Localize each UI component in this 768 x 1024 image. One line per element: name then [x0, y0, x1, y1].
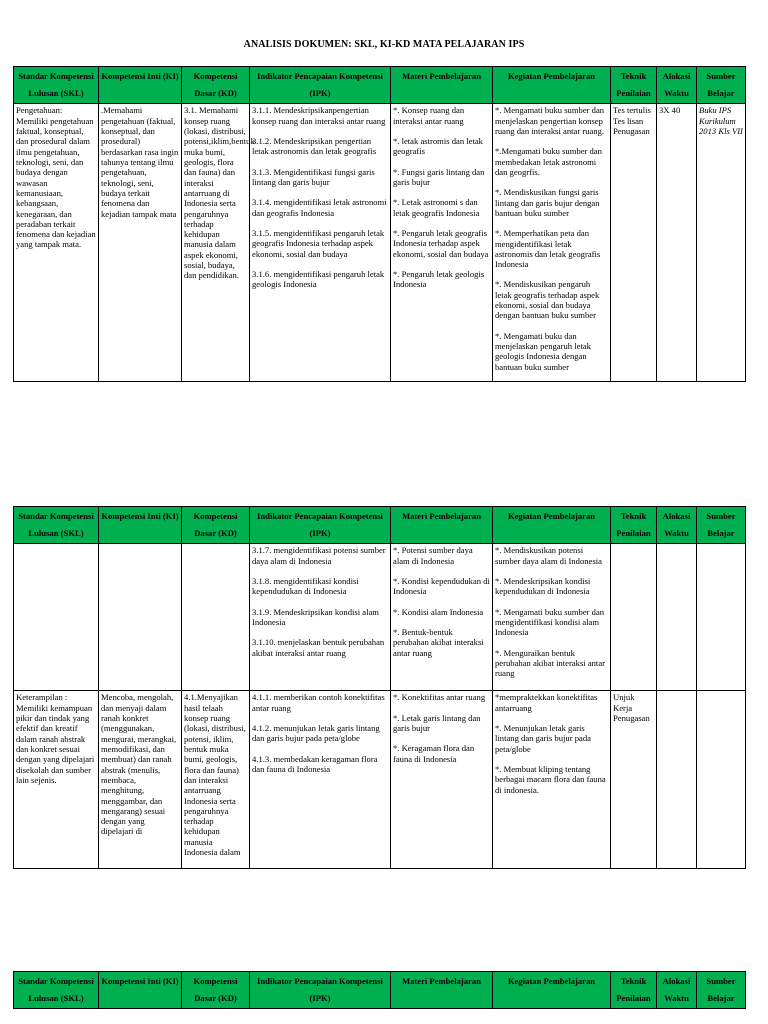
alokasi-cell — [657, 691, 697, 869]
ipk-item: 3.1.8. mengidentifikasi kondisi kependudukan di Indonesia — [252, 576, 359, 597]
teknik-cell: Tes tertulis Tes lisan Penugasan — [611, 104, 657, 382]
kegiatan-cell — [493, 104, 611, 382]
kegiatan-item: *mempraktekkan konektifitas antarruang — [495, 692, 598, 713]
materi-item: *. Keragaman flora dan fauna di Indonesia — [393, 743, 475, 764]
analysis-table-3 — [13, 971, 746, 1009]
kegiatan-cell — [493, 691, 611, 869]
ki-cell — [99, 544, 182, 691]
header-materi: Materi Pembelajaran — [391, 67, 493, 104]
document-title: ANALISIS DOKUMEN: SKL, KI-KD MATA PELAJARAN IPS — [243, 39, 525, 50]
header-ki: Kompetensi Inti (KI) — [99, 972, 182, 1009]
ipk-item: 3.1.4. mengidentifikasi letak astronomi dan geografis Indonesia — [252, 197, 387, 218]
header-row — [14, 972, 746, 1009]
ipk-cell — [250, 104, 391, 382]
ipk-item: 3.1.3. Mengidentifikasi fungsi garis lintang dan garis bujur — [252, 166, 375, 187]
materi-item: *. Konektifitas antar ruang — [393, 692, 486, 703]
header-skl: Standar Kompetensi Lulusan (SKL) — [14, 67, 99, 104]
materi-cell — [391, 691, 493, 869]
skl-cell: Pengetahuan: Memiliki pengetahuan faktual, konseptual, dan prosedural dalam ilmu pengetahuan, teknologi, seni, dan budaya dengan wawasan kemanusiaan, kebangsaan, kenegaraan, dan peradaban terkait fenomena dan kejadian yang tampak mata. — [14, 104, 99, 382]
header-alokasi: Alokasi Waktu — [657, 507, 697, 544]
ipk-item: 4.1.3. membedakan keragaman flora dan fauna di Indonesia — [252, 753, 378, 774]
materi-item: *. Pengaruh letak geografis Indonesia terhadap aspek ekonomi, sosial dan budaya — [393, 227, 489, 259]
header-ipk: Indikator Pencapaian Kompetensi (IPK) — [250, 972, 391, 1009]
kegiatan-item: *. Mengamati buku sumber dan mengidentifikasi kondisi alam Indonesia — [495, 606, 605, 638]
kegiatan-item: *. Mendiskusikan potensi sumber daya alam di Indonesia — [495, 545, 602, 566]
teknik-cell: Unjuk Kerja Penugasan — [611, 691, 657, 869]
ipk-item: 3.1.2. Mendeskripsikan pengertian letak astronomis dan letak geografis — [252, 136, 377, 157]
kegiatan-item: *. Mengamati buku dan menjelaskan pengaruh letak geologis Indonesia dengan bantuan buku sumber — [495, 330, 591, 372]
header-ipk: Indikator Pencapaian Kompetensi (IPK) — [250, 507, 391, 544]
materi-item: *. Bentuk-bentuk perubahan akibat interaksi antar ruang — [393, 626, 484, 658]
skl-cell: Keterampilan : Memiliki kemampuan pikir dan tindak yang efektif dan kreatif dalam ranah abstrak dan konkret sesuai dengan yang dipelajari disekolah dan sumber lain sejenis. — [14, 691, 99, 869]
header-kegiatan: Kegiatan Pembelajaran — [493, 67, 611, 104]
header-kegiatan: Kegiatan Pembelajaran — [493, 507, 611, 544]
header-ipk: Indikator Pencapaian Kompetensi (IPK) — [250, 67, 391, 104]
header-alokasi: Alokasi Waktu — [657, 67, 697, 104]
header-ki: Kompetensi Inti (KI) — [99, 507, 182, 544]
kd-cell: 4.1.Menyajikan hasil telaah konsep ruang (lokasi, distribusi, potensi, iklim, bentuk muka bumi, geologis, flora dan fauna) dan interaksi antarruang Indonesia serta pengaruhnya terhadap kehidupan manusia Indonesia dalam — [182, 691, 250, 869]
header-teknik: Teknik Penilaian — [611, 67, 657, 104]
sumber-cell — [697, 691, 746, 869]
analysis-table-1 — [13, 66, 746, 382]
ipk-item: 3.1.7. mengidentifikasi potensi sumber daya alam di Indonesia — [252, 545, 386, 566]
table-row — [14, 691, 746, 869]
kegiatan-item: *. Memperhatikan peta dan mengidentifikasi letak astronomis dan letak geografis Indonesia — [495, 228, 601, 270]
header-row — [14, 507, 746, 544]
kegiatan-item: *. Membuat kliping tentang berbagai macam flora dan fauna di indonesia. — [495, 763, 606, 795]
header-row — [14, 67, 746, 104]
ipk-item: 3.1.1. Mendeskripsikanpengertian konsep ruang dan interaksi antar ruang — [252, 105, 386, 126]
ipk-cell — [250, 544, 391, 691]
header-sumber: Sumber Belajar — [697, 972, 746, 1009]
header-skl: Standar Kompetensi Lulusan (SKL) — [14, 507, 99, 544]
kegiatan-item: *. Mengamati buku sumber dan menjelaskan pengertian konsep ruang dan interaksi antar ruang. — [495, 105, 605, 136]
materi-item: *. letak astromis dan letak geografis — [393, 136, 483, 157]
header-kd: Kompetensi Dasar (KD) — [182, 972, 250, 1009]
ipk-item: 4.1.1. memberikan contoh konektifitas antar ruang — [252, 692, 385, 713]
ipk-item: 4.1.2. menunjukan letak garis lintang dan garis bujur pada peta/globe — [252, 723, 380, 744]
ipk-cell — [250, 691, 391, 869]
materi-item: *. Kondisi kependudukan di Indonesia — [393, 576, 490, 597]
table-row — [14, 104, 746, 382]
sumber-cell: Buku IPS Kurikulum 2013 Kls VII — [697, 104, 746, 382]
kd-cell: 3.1. Memahami konsep ruang (lokasi, distribusi, potensi,iklim,bentuk muka bumi, geologis, flora dan fauna) dan interaksi antarruang di Indonesia serta pengaruhnya terhadap kehidupan manusia dalam aspek ekonomi, sosial, budaya, dan pendidikan. — [182, 104, 250, 382]
kegiatan-cell — [493, 544, 611, 691]
header-alokasi: Alokasi Waktu — [657, 972, 697, 1009]
skl-cell — [14, 544, 99, 691]
materi-item: *. Konsep ruang dan interaksi antar ruang — [393, 105, 465, 126]
kegiatan-item: *. Mendiskusikan pengaruh letak geografis terhadap aspek ekonomi, sosial dan budaya dengan bantuan buku sumber — [495, 279, 600, 321]
table-row — [14, 544, 746, 691]
header-teknik: Teknik Penilaian — [611, 507, 657, 544]
materi-item: *. Pengaruh letak geologis Indonesia — [393, 268, 485, 290]
ipk-item: 3.1.10. menjelaskan bentuk perubahan akibat interaksi antar ruang — [252, 637, 385, 658]
teknik-cell — [611, 544, 657, 691]
materi-item: *. Kondisi alam Indonesia — [393, 606, 484, 617]
ki-cell: Mencoba, mengolah, dan menyaji dalam ranah konkret (menggunakan, mengurai, merangkai, memodifikasi, dan membuat) dan ranah abstrak (menulis, membaca, menghitung, menggambar, dan mengarang) sesuai dengan yang dipelajari di — [99, 691, 182, 869]
header-ki: Kompetensi Inti (KI) — [99, 67, 182, 104]
materi-cell — [391, 104, 493, 382]
kegiatan-item: *. Mendiskusikan fungsi garis lintang dan garis bujur dengan bantuan buku sumber — [495, 187, 600, 218]
header-materi: Materi Pembelajaran — [391, 507, 493, 544]
materi-item: *. Letak garis lintang dan garis bujur — [393, 712, 481, 733]
header-teknik: Teknik Penilaian — [611, 972, 657, 1009]
alokasi-cell — [657, 544, 697, 691]
header-sumber: Sumber Belajar — [697, 507, 746, 544]
kegiatan-item: *.Mengamati buku sumber dan membedakan letak astronomi dan geogrfis. — [495, 146, 602, 177]
materi-cell — [391, 544, 493, 691]
materi-item: *. Letak astronomi s dan letak geografis Indonesia — [393, 197, 480, 218]
alokasi-cell: 3X 40 — [657, 104, 697, 382]
kegiatan-item: *. Menguraikan bentuk perubahan akibat interaksi antar ruang — [495, 647, 605, 679]
materi-item: *. Fungsi garis lintang dan garis bujur — [393, 166, 485, 187]
ipk-item: 3.1.9. Mendeskripsikan kondisi alam Indonesia — [252, 606, 379, 627]
kd-cell — [182, 544, 250, 691]
kegiatan-item: *. Menunjukan letak garis lintang dan garis bujur pada peta/globe — [495, 723, 591, 754]
header-sumber: Sumber Belajar — [697, 67, 746, 104]
header-kd: Kompetensi Dasar (KD) — [182, 507, 250, 544]
ipk-item: 3.1.6. mengidentifikasi pengaruh letak geologis Indonesia — [252, 268, 385, 290]
header-kd: Kompetensi Dasar (KD) — [182, 67, 250, 104]
kegiatan-item: *. Mendeskripsikan kondisi kependudukan di Indonesia — [495, 576, 591, 597]
header-kegiatan: Kegiatan Pembelajaran — [493, 972, 611, 1009]
sumber-cell — [697, 544, 746, 691]
materi-item: *. Potensi sumber daya alam di Indonesia — [393, 545, 473, 566]
analysis-table-2 — [13, 506, 746, 869]
header-skl: Standar Kompetensi Lulusan (SKL) — [14, 972, 99, 1009]
header-materi: Materi Pembelajaran — [391, 972, 493, 1009]
ki-cell: .Memahami pengetahuan (faktual, konseptual, dan prosedural) berdasarkan rasa ingin tahunya tentang ilmu pengetahuan, teknologi, seni, budaya terkait fenomena dan kejadian tampak mata — [99, 104, 182, 382]
ipk-item: 3.1.5. mengidentifikasi pengaruh letak geografis Indonesia terhadap aspek ekonomi, sosial dan budaya — [252, 227, 385, 259]
